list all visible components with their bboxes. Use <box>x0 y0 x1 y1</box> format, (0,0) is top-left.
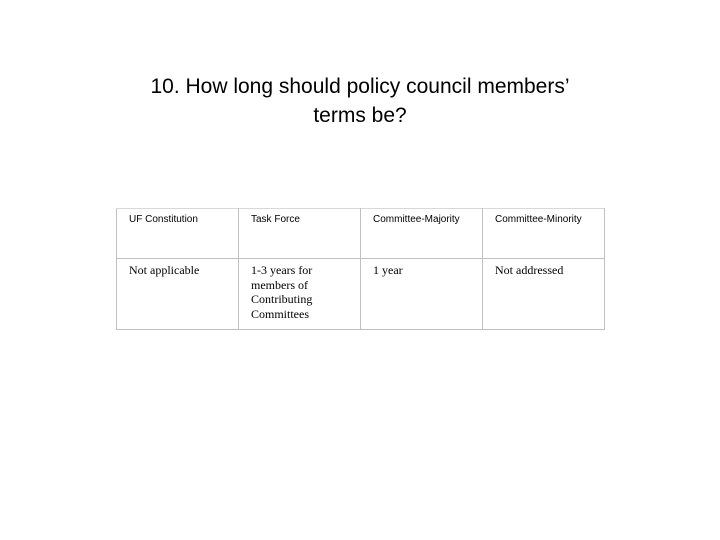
cell-committee-minority: Not addressed <box>483 259 605 330</box>
cell-task-force: 1-3 years for members of Contributing Committees <box>239 259 361 330</box>
header-task-force: Task Force <box>239 209 361 259</box>
header-committee-majority: Committee-Majority <box>361 209 483 259</box>
comparison-table <box>116 208 605 330</box>
table-header-row <box>117 209 605 259</box>
header-uf-constitution: UF Constitution <box>117 209 239 259</box>
table-row <box>117 259 605 330</box>
slide-title-line-2: terms be? <box>313 104 407 127</box>
cell-uf-constitution: Not applicable <box>117 259 239 330</box>
header-committee-minority: Committee-Minority <box>483 209 605 259</box>
slide-title-line-1: 10. How long should policy council members’ <box>150 75 570 98</box>
slide-title <box>60 72 660 130</box>
cell-committee-majority: 1 year <box>361 259 483 330</box>
